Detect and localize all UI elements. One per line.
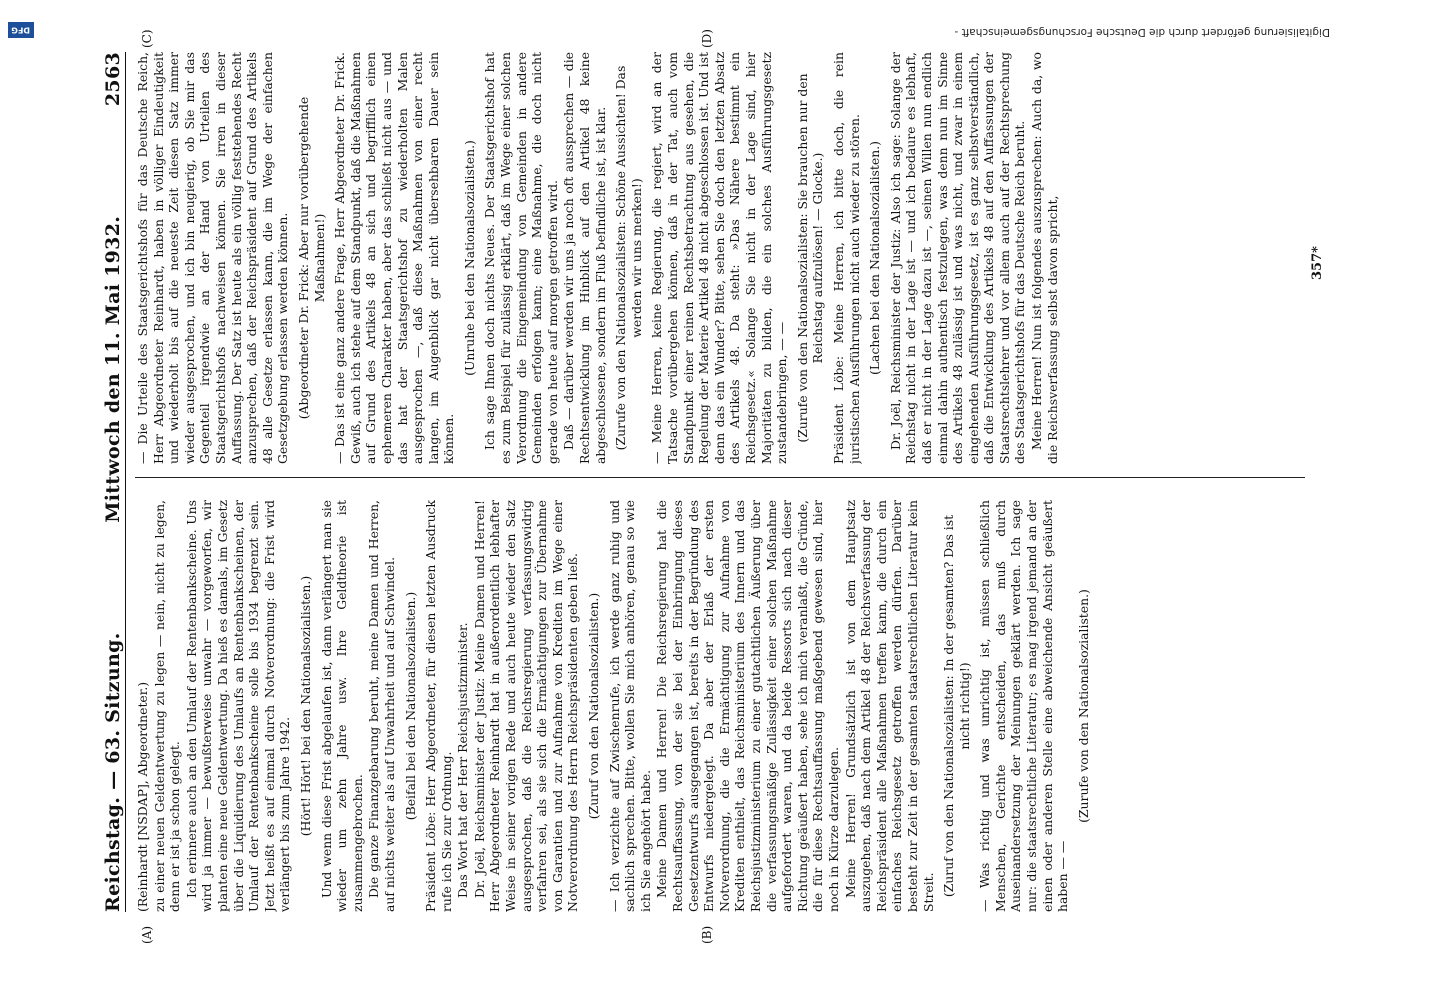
- paragraph: — Was richtig und was unrichtig ist, müssen schließlich Menschen, Gerichte entscheiden, das muß durch Auseinandersetzung der Meinungen geklärt werden. Ich sage nur: die staatsrechtliche Literatur; es mag irgend jemand an der einen oder anderen Stelle eine abweichende Ansicht geäußert haben — —: [977, 500, 1071, 912]
- paragraph: Ich sage Ihnen doch nichts Neues. Der Staatsgerichtshof hat es zum Beispiel für zulässig erklärt, daß im Wege einer solchen Verordnung die Eingemeindung von Gemeinden in andere Gemeinden erfolgen kann; eine Maßnahme, die doch nicht gerade von heute auf morgen getroffen wird.: [482, 52, 560, 464]
- interjection: (Zuruf von den Nationalsozialisten.): [586, 592, 602, 820]
- margin-marker-b: (B): [700, 925, 714, 944]
- margin-marker-a: (A): [140, 925, 154, 944]
- interjection: (Zuruf von den Nationalsozialisten: In der gesamten? Das ist nicht richtig!): [941, 514, 972, 898]
- paragraph: — Die Urteile des Staatsgerichtshofs für das Deutsche Reich, Herr Abgeordneter Reinhardt, haben in völliger Eindeutigkeit und wiederholt bis auf die neueste Zeit diesen Satz immer wieder ausgesprochen, und ich bin neugierig, ob Sie mir das Gegenteil irgendwie an der Hand von Urteilen des Staatsgerichtshofs nachweisen können. Sie irren in dieser Auffassung. Der Satz ist heute als ein völlig feststehendes Recht anzusprechen, daß der Reichspräsident auf Grund des Artikels 48 alle Gesetze erlassen kann, die im Wege der einfachen Gesetzgebung erlassen werden können.: [135, 52, 291, 464]
- interjection: (Lachen bei den Nationalsozialisten.): [867, 141, 883, 375]
- interjection: (Unruhe bei den Nationalsozialisten.): [461, 140, 477, 376]
- text-column-left: [135, 500, 1315, 912]
- paragraph: Meine Herren! Grundsätzlich ist von dem Hauptsatz auszugehen, daß nach dem Artikel 48 der Reichsverfassung der Reichspräsident alle Maßnahmen treffen kann, die durch ein einfaches Reichsgesetz getroffen werden dürfen. Darüber besteht zur Zeit in der gesamten staatsrechtlichen Literatur kein Streit.: [842, 500, 936, 912]
- interjection: (Zurufe von den Nationalsozialisten: Sie brauchen nur den Reichstag aufzulösen! — Glocke.): [794, 73, 826, 443]
- paragraph: Meine Damen und Herren! Die Reichsregierung hat die Rechtsauffassung, von der sie bei der Einbringung dieses Gesetzentwurfs ausgegangen ist, bereits in der Begründung des Entwurfs niedergelegt. Da aber der Erlaß der ersten Notverordnung, die die Ermächtigung zur Aufnahme von Krediten enthielt, das Reichsministerium des Innern und das Reichsjustizministerium zu einer gutachtlichen Äußerung über die verfassungsmäßige Zulässigkeit einer solchen Maßnahme aufgefordert waren, und da beide Ressorts sich nach dieser Richtung geäußert haben, sehe ich mich veranlaßt, die Gründe, die für diese Rechtsauffassung maßgebend gewesen sind, hier noch in Kürze darzulegen.: [654, 500, 841, 912]
- paragraph: Daß — darüber werden wir uns ja noch oft aussprechen — die Rechtsentwicklung im Hinblick auf den Artikel 48 keine abgeschlossene, sondern im Fluß befindliche ist, ist klar.: [561, 52, 608, 464]
- paragraph: (Reinhardt [NSDAP], Abgeordneter.): [135, 681, 150, 912]
- paragraph: Dr. Joël, Reichsminister der Justiz: Meine Damen und Herren! Herr Abgeordneter Reinhardt hat in außerordentlich lebhafter Weise in seiner vorigen Rede und auch heute wieder den Satz ausgesprochen, daß die Reichsregierung verfassungswidrig verfahren sei, als sie sich die Ermächtigungen zur Übernahme von Garantien und zur Aufnahme von Krediten im Wege einer Notverordnung des Herrn Reichspräsidenten geben ließ.: [471, 500, 581, 912]
- interjection: (Beifall bei den Nationalsozialisten.): [402, 591, 418, 821]
- interjection: (Zurufe von den Nationalsozialisten.): [1075, 589, 1091, 823]
- page-number: 2563: [102, 52, 124, 107]
- paragraph: Präsident Löbe: Herr Abgeordneter, für diesen letzten Ausdruck rufe ich Sie zur Ordnung.: [423, 500, 454, 912]
- paragraph: Die ganze Finanzgebarung beruht, meine Damen und Herren, auf nichts weiter als auf Unwahrheit und auf Schwindel.: [366, 500, 397, 912]
- sidebar-credit: [30, 18, 1410, 38]
- dfg-logo: DFG: [8, 22, 34, 38]
- paragraph: — Ich verzichte auf Zwischenrufe, ich werde ganz ruhig und sachlich sprechen. Bitte, wollen Sie mich anhören, genau so wie ich Sie angehört habe.: [606, 500, 653, 912]
- text-column-right: [135, 52, 1315, 464]
- interjection: (Zurufe von den Nationalsozialisten: Schöne Aussichten! Das werden wir uns merken!): [613, 65, 644, 451]
- column-divider: [135, 477, 1305, 478]
- paragraph: Meine Herren! Nun ist folgendes auszusprechen: Auch da, wo die Reichsverfassung selbst davon spricht,: [1029, 52, 1060, 464]
- interjection: (Abgeordneter Dr. Frick: Aber nur vorübergehende Maßnahmen!): [295, 96, 327, 420]
- interjection: (Hört! Hört! bei den Nationalsozialisten.): [297, 575, 313, 837]
- paragraph: Dr. Joël, Reichsminister der Justiz: Also ich sage: Solange der Reichstag nicht in der Lage ist — und ich bedaure es lebhaft, daß er nicht in der Lage dazu ist —, seinen Willen nun endlich einmal dahin authentisch festzulegen, was denn nun im Sinne des Artikels 48 zulässig ist und was nicht, und zwar in einem eingehenden Ausführungsgesetz, ist es ganz selbstverständlich, daß die Entwicklung des Artikels 48 auf den Auffassungen der Staatsrechtslehrer und vor allem auch auf der Rechtsprechung des Staatsgerichtshofs für das Deutsche Reich beruht.: [887, 52, 1028, 464]
- signature-mark: 357*: [1310, 246, 1325, 280]
- margin-marker-d: (D): [700, 29, 714, 48]
- header-date: Mittwoch den 11. Mai 1932.: [102, 215, 124, 523]
- paragraph: zu einer neuen Geldentwertung zu legen — nein, nicht zu legen, denn er ist ja schon gelegt.: [151, 500, 183, 912]
- header-rule: [125, 52, 126, 912]
- paragraph: Und wenn diese Frist abgelaufen ist, dann verlängert man sie wieder um zehn Jahre usw. Ihre Geldtheorie ist zusammengebrochen.: [318, 500, 365, 912]
- page-header: [84, 52, 124, 912]
- digitization-credit: Digitalisierung gefördert durch die Deutsche Forschungsgemeinschaft -: [954, 26, 1330, 38]
- paragraph: Ich erinnere auch an den Umlauf der Rentenbankscheine. Uns wird ja immer — bewußterweise unwahr — vorgeworfen, wir planten eine neue Geldentwertung. Da hieß es damals, im Gesetz über die Liquidierung des Umlaufs an Rentenbankscheinen, der Umlauf der Rentenbankscheine solle bis 1934 begrenzt sein. Jetzt heißt es auf einmal durch Notverordnung: die Frist wird verlängert bis zum Jahre 1942.: [183, 500, 293, 912]
- paragraph: Präsident Löbe: Meine Herren, ich bitte doch, die rein juristischen Ausführungen nicht auch wieder zu stören.: [830, 52, 862, 464]
- paragraph: — Meine Herren, keine Regierung, die regiert, wird an der Tatsache vorübergehen können, daß in der Tat, auch vom Standpunkt einer reinen Rechtsbetrachtung aus gesehen, die Regelung der Materie Artikel 48 nicht abgeschlossen ist. Und ist denn das ein Wunder? Bitte, sehen Sie doch den letzten Absatz des Artikels 48. Da steht: »Das Nähere bestimmt ein Reichsgesetz.« Solange Sie nicht in der Lage sind, hier Majoritäten zu bilden, die ein solches Ausführungsgesetz zustandebringen, — —: [649, 52, 790, 464]
- paragraph: — Das ist eine ganz andere Frage, Herr Abgeordneter Dr. Frick. Gewiß, auch ich stehe auf dem Standpunkt, daß die Maßnahmen auf Grund des Artikels 48 an sich und begrifflich einen ephemeren Charakter haben, aber das schließt nicht aus — und das hat der Staatsgerichtshof zu wiederholten Malen ausgesprochen —, daß diese Maßnahmen von einer recht langen, im Augenblick gar nicht übersehbaren Dauer sein können.: [332, 52, 457, 464]
- margin-marker-c: (C): [140, 29, 154, 48]
- paragraph: Das Wort hat der Herr Reichsjustizminister.: [455, 622, 471, 898]
- header-left: Reichstag. — 63. Sitzung.: [102, 632, 124, 912]
